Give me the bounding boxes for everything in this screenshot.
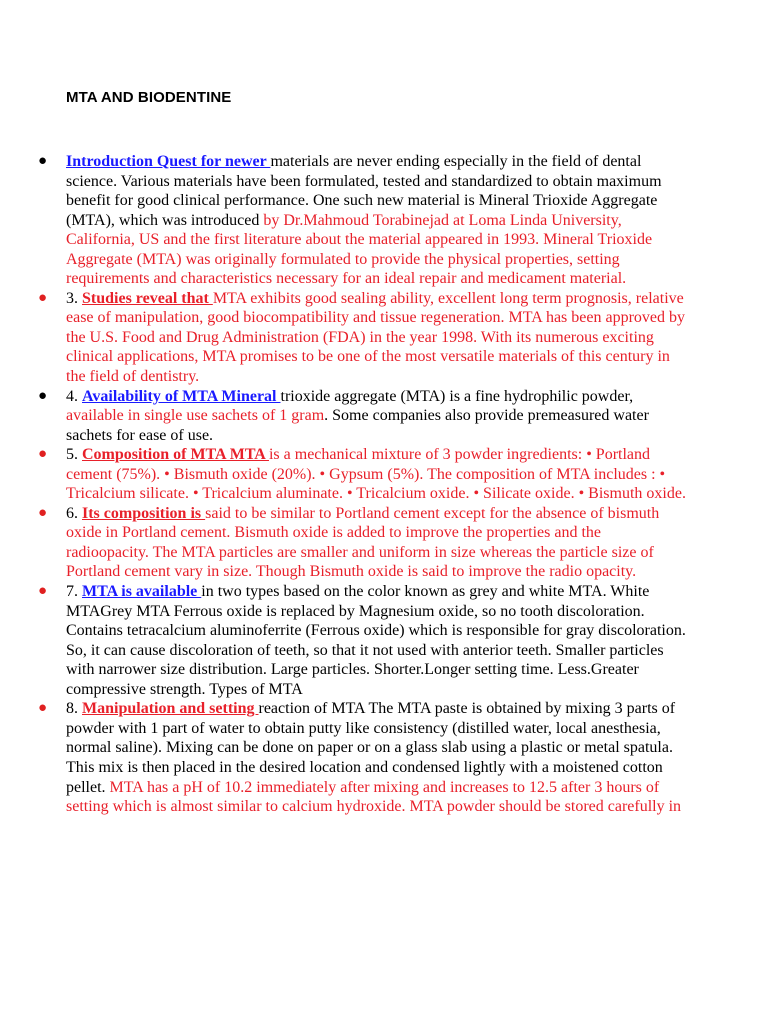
item-heading: Availability of MTA Mineral [82, 387, 281, 405]
bullet-icon: ● [38, 504, 48, 521]
item-heading: MTA is available [82, 583, 202, 601]
item-number: 3. [66, 289, 82, 307]
item-heading: Its composition is [82, 504, 206, 522]
item-text: said to be similar to Portland cement except for the absence of bismuth oxide in Portland cement. Bismuth oxide is added to improve the properties and the radioopacity. The MTA particles are smaller and uniform in size whereas the particle size of Portland cement vary in size. Though Bismuth oxide is said to improve the radio opacity. [66, 504, 660, 581]
item-text-highlight: by Dr.Mahmoud Torabinejad at Loma Linda University, California, US and the first literature about the material appeared in 1993. Mineral Trioxide Aggregate (MTA) was originally formulated to provide the physical properties, setting requirements and characteristics necessary for an ideal repair and medicament material. [66, 211, 653, 288]
bullet-list [38, 152, 686, 817]
item-text-highlight: available in single use sachets of 1 gram [66, 407, 325, 425]
item-heading: Manipulation and setting [82, 700, 259, 718]
list-item-availability [38, 387, 686, 446]
list-item-studies [38, 289, 686, 387]
bullet-icon: ● [38, 289, 48, 306]
item-number: 4. [66, 387, 82, 405]
item-number: 5. [66, 446, 82, 464]
bullet-icon: ● [38, 700, 48, 717]
item-heading: Composition of MTA MTA [82, 446, 269, 464]
item-number: 7. [66, 583, 82, 601]
bullet-icon: ● [38, 153, 48, 169]
item-text: is a mechanical mixture of 3 powder ingredients: • Portland cement (75%). • Bismuth oxide (20%). • Gypsum (5%). The composition of MTA includes : • Tricalcium silicate. • Tricalcium aluminate. • Tricalcium oxide. • Silicate oxide. • Bismuth oxide. [66, 446, 686, 503]
bullet-icon: ● [38, 387, 48, 404]
item-text-highlight: MTA has a pH of 10.2 immediately after mixing and increases to 12.5 after 3 hours of setting which is almost similar to calcium hydroxide. MTA powder should be stored carefully in [66, 778, 682, 816]
item-heading: Studies reveal that [82, 289, 213, 307]
item-text-tail: . Some companies also provide premeasured water sachets for ease of use. [66, 407, 649, 444]
list-item-introduction [38, 152, 686, 289]
item-text: MTA exhibits good sealing ability, excellent long term prognosis, relative ease of manipulation, good biocompatibility and tissue regeneration. MTA has been approved by the U.S. Food and Drug Administration (FDA) in the year 1998. With its numerous exciting clinical applications, MTA promises to be one of the most versatile materials of this century in the field of dentistry. [66, 289, 686, 386]
item-heading: Introduction Quest for newer [66, 153, 271, 170]
bullet-icon: ● [38, 583, 48, 600]
bullet-icon: ● [38, 446, 48, 463]
list-item-its-composition [38, 504, 686, 582]
item-text: in two types based on the color known as grey and white MTA. White MTAGrey MTA Ferrous oxide is replaced by Magnesium oxide, so no tooth discoloration. Contains tetracalcium aluminoferrite (Ferrous oxide) which is responsible for gray discoloration. So, it can cause discoloration of teeth, so that it not used with anterior teeth. Smaller particles with narrower size distribution. Large particles. Shorter.Longer setting time. Less.Greater compressive strength. Types of MTA [66, 583, 686, 698]
item-number: 8. [66, 700, 82, 718]
document-title: MTA AND BIODENTINE [66, 89, 232, 106]
item-text: materials are never ending especially in the field of dental science. Various materials have been formulated, tested and standardized to obtain maximum benefit for good clinical performance. One such new material is Mineral Trioxide Aggregate (MTA), which was introduced [66, 153, 662, 229]
item-number: 6. [66, 504, 82, 522]
item-text: trioxide aggregate (MTA) is a fine hydrophilic powder, [280, 387, 634, 405]
list-item-manipulation [38, 699, 686, 816]
list-item-mta-available [38, 582, 686, 699]
list-item-composition [38, 445, 686, 504]
item-text: reaction of MTA The MTA paste is obtained by mixing 3 parts of powder with 1 part of water to obtain putty like consistency (distilled water, local anesthesia, normal saline). Mixing can be done on paper or on a glass slab using a plastic or metal spatula. This mix is then placed in the desired location and condensed lightly with a moistened cotton pellet. [66, 700, 676, 796]
